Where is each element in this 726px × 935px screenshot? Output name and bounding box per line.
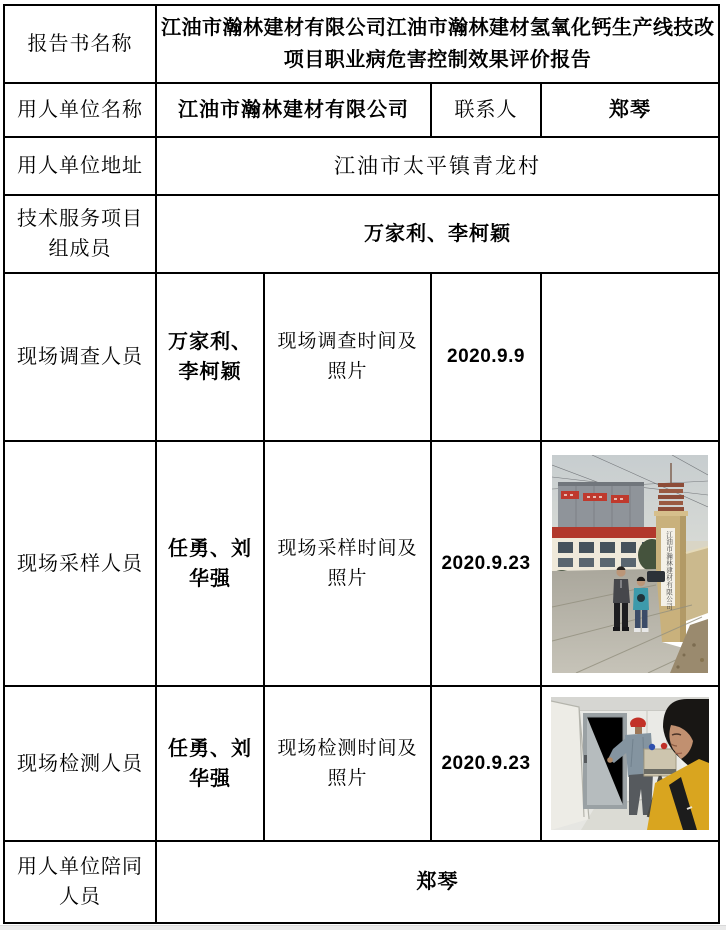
service-team-value: 万家利、李柯颖 <box>156 195 719 273</box>
report-name-label-text: 报告书名称 <box>27 33 133 55</box>
survey-staff-names: 万家利、 李柯颖 <box>156 273 264 441</box>
survey-time-label: 现场调查时间及 照片 <box>264 273 431 441</box>
table-row <box>4 137 719 195</box>
table-row <box>4 83 719 137</box>
testing-time-label: 现场检测时间及 照片 <box>264 686 431 841</box>
sampling-date: 2020.9.23 <box>431 441 541 686</box>
employer-name-value: 江油市瀚林建材有限公司 <box>156 83 431 137</box>
table-row <box>4 5 719 83</box>
report-name-value <box>156 5 719 83</box>
table-row <box>4 195 719 273</box>
report-info-table <box>3 4 720 924</box>
testing-staff-names: 任勇、刘 华强 <box>156 686 264 841</box>
survey-date: 2020.9.9 <box>431 273 541 441</box>
report-title-line2: 项目职业病危害控制效果评价报告 <box>283 49 592 71</box>
report-title-line1: 江油市瀚林建材有限公司江油市瀚林建材氢氧化钙生产线技改 <box>161 17 715 39</box>
escort-label: 用人单位陪同 人员 <box>4 841 156 923</box>
survey-staff-label: 现场调查人员 <box>4 273 156 441</box>
employer-name-label: 用人单位名称 <box>4 83 156 137</box>
company-sign-text: 江油市瀚林建材有限公司 <box>664 530 672 610</box>
page-bottom-divider <box>0 925 726 930</box>
testing-photo-cell <box>541 686 719 841</box>
table-row <box>4 441 719 686</box>
sampling-time-label: 现场采样时间及 照片 <box>264 441 431 686</box>
report-name-label <box>4 5 156 83</box>
escort-value: 郑琴 <box>156 841 719 923</box>
testing-staff-label: 现场检测人员 <box>4 686 156 841</box>
survey-photo-cell-empty <box>541 273 719 441</box>
sampling-staff-names: 任勇、刘 华强 <box>156 441 264 686</box>
table-row <box>4 841 719 923</box>
testing-date: 2020.9.23 <box>431 686 541 841</box>
factory-entrance-photo <box>552 455 708 673</box>
contact-value: 郑琴 <box>541 83 719 137</box>
sampling-photo-cell <box>541 441 719 686</box>
sampling-staff-label: 现场采样人员 <box>4 441 156 686</box>
employer-address-label: 用人单位地址 <box>4 137 156 195</box>
employer-address-value: 江油市太平镇青龙村 <box>156 137 719 195</box>
contact-label: 联系人 <box>431 83 541 137</box>
table-row <box>4 273 719 441</box>
table-row <box>4 686 719 841</box>
service-team-label: 技术服务项目 组成员 <box>4 195 156 273</box>
onsite-testing-photo <box>551 697 709 830</box>
